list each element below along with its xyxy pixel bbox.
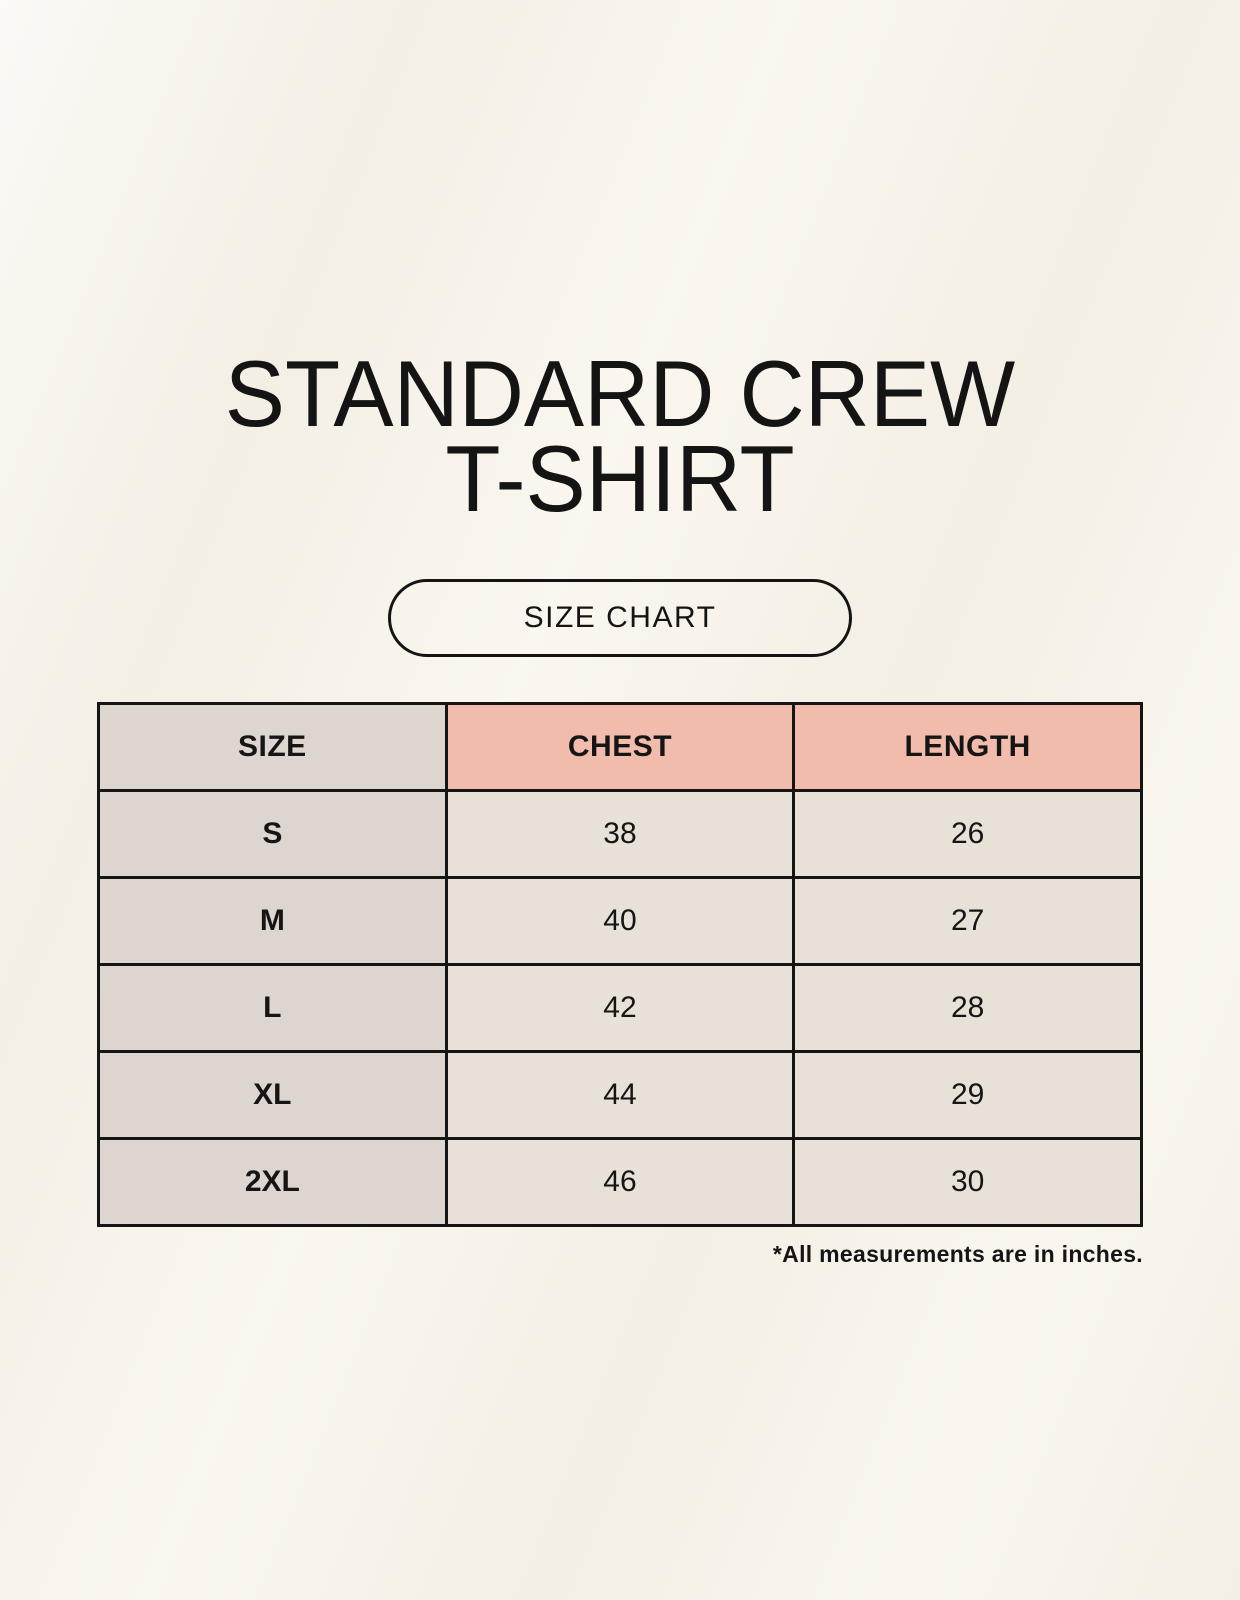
page-title-line-1: STANDARD CREW — [224, 341, 1016, 446]
length-cell: 28 — [794, 965, 1142, 1052]
size-cell: L — [99, 965, 447, 1052]
chest-cell: 40 — [446, 878, 794, 965]
length-cell: 27 — [794, 878, 1142, 965]
note-container — [97, 1241, 1143, 1268]
page-title-line-2: T-SHIRT — [445, 425, 795, 531]
size-cell: M — [99, 878, 447, 965]
length-cell: 30 — [794, 1139, 1142, 1226]
table-row — [99, 878, 1142, 965]
table-row — [99, 965, 1142, 1052]
table-row — [99, 1052, 1142, 1139]
column-header-chest: CHEST — [446, 704, 794, 791]
page-title — [25, 341, 1215, 531]
size-chart-table — [97, 702, 1143, 1227]
size-cell: 2XL — [99, 1139, 447, 1226]
chest-cell: 38 — [446, 791, 794, 878]
measurements-note: *All measurements are in inches. — [772, 1241, 1143, 1268]
length-cell: 26 — [794, 791, 1142, 878]
column-header-size: SIZE — [99, 704, 447, 791]
table-header-row — [99, 704, 1142, 791]
table-row — [99, 1139, 1142, 1226]
column-header-length: LENGTH — [794, 704, 1142, 791]
size-chart-button[interactable]: SIZE CHART — [388, 579, 852, 657]
table-row — [99, 791, 1142, 878]
size-cell: S — [99, 791, 447, 878]
chest-cell: 46 — [446, 1139, 794, 1226]
size-cell: XL — [99, 1052, 447, 1139]
chest-cell: 44 — [446, 1052, 794, 1139]
chest-cell: 42 — [446, 965, 794, 1052]
length-cell: 29 — [794, 1052, 1142, 1139]
